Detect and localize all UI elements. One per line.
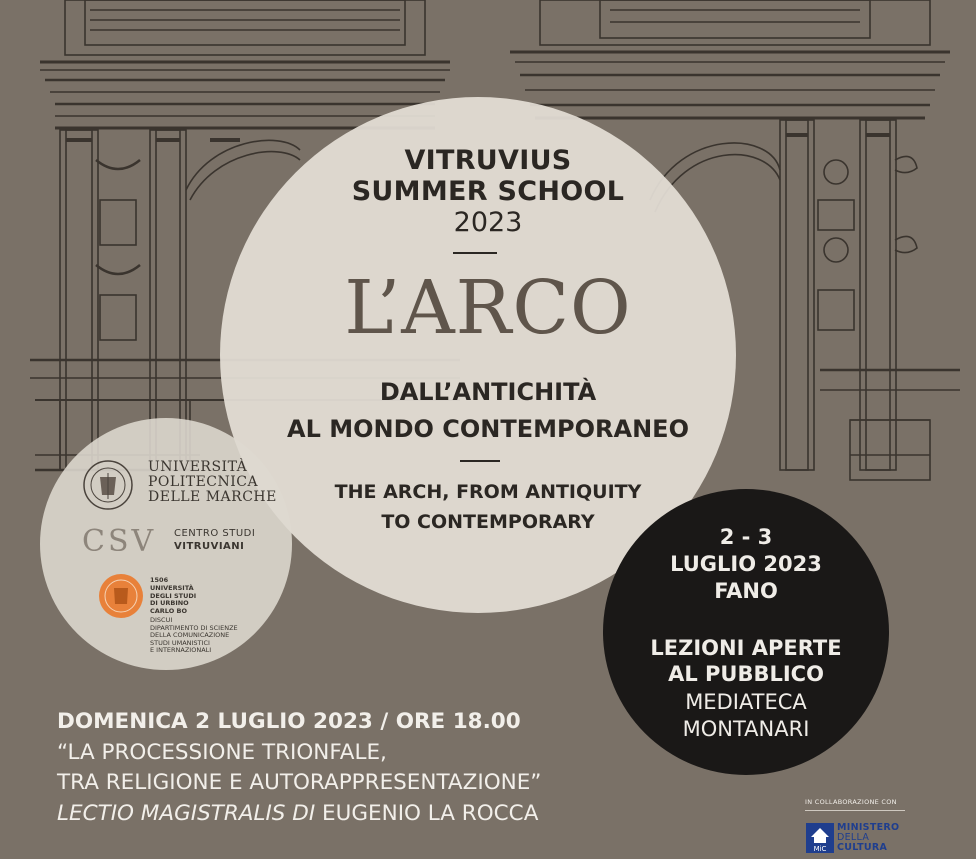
event-title-line2: TRA RELIGIONE E AUTORAPPRESENTAZIONE” <box>57 770 542 795</box>
divider <box>805 810 905 811</box>
ministry-name-line3: CULTURA <box>837 842 888 853</box>
ministry-name-line2: DELLA <box>837 832 870 843</box>
urbino-name-line1: UNIVERSITÀ <box>150 584 194 592</box>
csv-logo-mark: CSV <box>82 525 157 551</box>
urbino-year: 1506 <box>150 576 169 584</box>
location-line2: MONTANARI <box>682 717 810 741</box>
univpm-seal-icon <box>82 459 134 511</box>
urbino-name-line4: CARLO BO <box>150 606 187 615</box>
univpm-name-line3: DELLE MARCHE <box>148 489 277 505</box>
subtitle-line2: AL MONDO CONTEMPORANEO <box>287 415 689 443</box>
univpm-name-line2: POLITECNICA <box>148 474 259 490</box>
event-speaker-line <box>57 801 538 826</box>
lectio-label: LECTIO MAGISTRALIS DI <box>57 801 316 826</box>
dept-line2: DELLA COMUNICAZIONE <box>150 631 230 639</box>
urbino-name-line3: DI URBINO <box>150 599 189 607</box>
dept-line3: STUDI UMANISTICI <box>150 638 210 647</box>
collaboration-label: IN COLLABORAZIONE CON <box>805 798 897 806</box>
english-subtitle-line2: TO CONTEMPORARY <box>381 511 595 533</box>
lessons-line1: LEZIONI APERTE <box>650 636 842 660</box>
event-title-line1: “LA PROCESSIONE TRIONFALE, <box>57 740 387 765</box>
event-datetime: DOMENICA 2 LUGLIO 2023 / ORE 18.00 <box>57 709 521 734</box>
urbino-seal-icon <box>98 573 144 619</box>
school-name-line1: VITRUVIUS <box>404 145 572 176</box>
speaker-name: EUGENIO LA ROCCA <box>322 801 539 826</box>
subtitle-line1: DALL’ANTICHITÀ <box>379 378 597 406</box>
lessons-line2: AL PUBBLICO <box>668 662 824 686</box>
dept-line1: DIPARTIMENTO DI SCIENZE <box>150 623 238 632</box>
univpm-name-line1: UNIVERSITÀ <box>148 459 248 475</box>
ministry-name-line1: MINISTERO <box>837 822 900 833</box>
dept-line4: E INTERNAZIONALI <box>150 646 212 654</box>
location-line1: MEDIATECA <box>685 690 807 714</box>
ministry-mark: MiC <box>813 845 827 853</box>
school-name-line2: SUMMER SCHOOL <box>351 176 625 207</box>
csv-name-line1: CENTRO STUDI <box>174 528 256 539</box>
divider <box>460 460 500 462</box>
dates-city: FANO <box>714 579 778 603</box>
dept-line0: DISCUI <box>150 616 173 624</box>
school-year: 2023 <box>453 207 523 238</box>
english-subtitle-line1: THE ARCH, FROM ANTIQUITY <box>334 481 642 503</box>
divider <box>453 252 497 254</box>
urbino-name-line2: DEGLI STUDI <box>150 591 197 600</box>
csv-name-line2: VITRUVIANI <box>174 541 245 552</box>
ministry-logo-icon <box>806 823 834 853</box>
main-title: L’ARCO <box>344 265 632 351</box>
dates-line2: LUGLIO 2023 <box>670 552 822 576</box>
dates-line1: 2 - 3 <box>719 525 773 549</box>
